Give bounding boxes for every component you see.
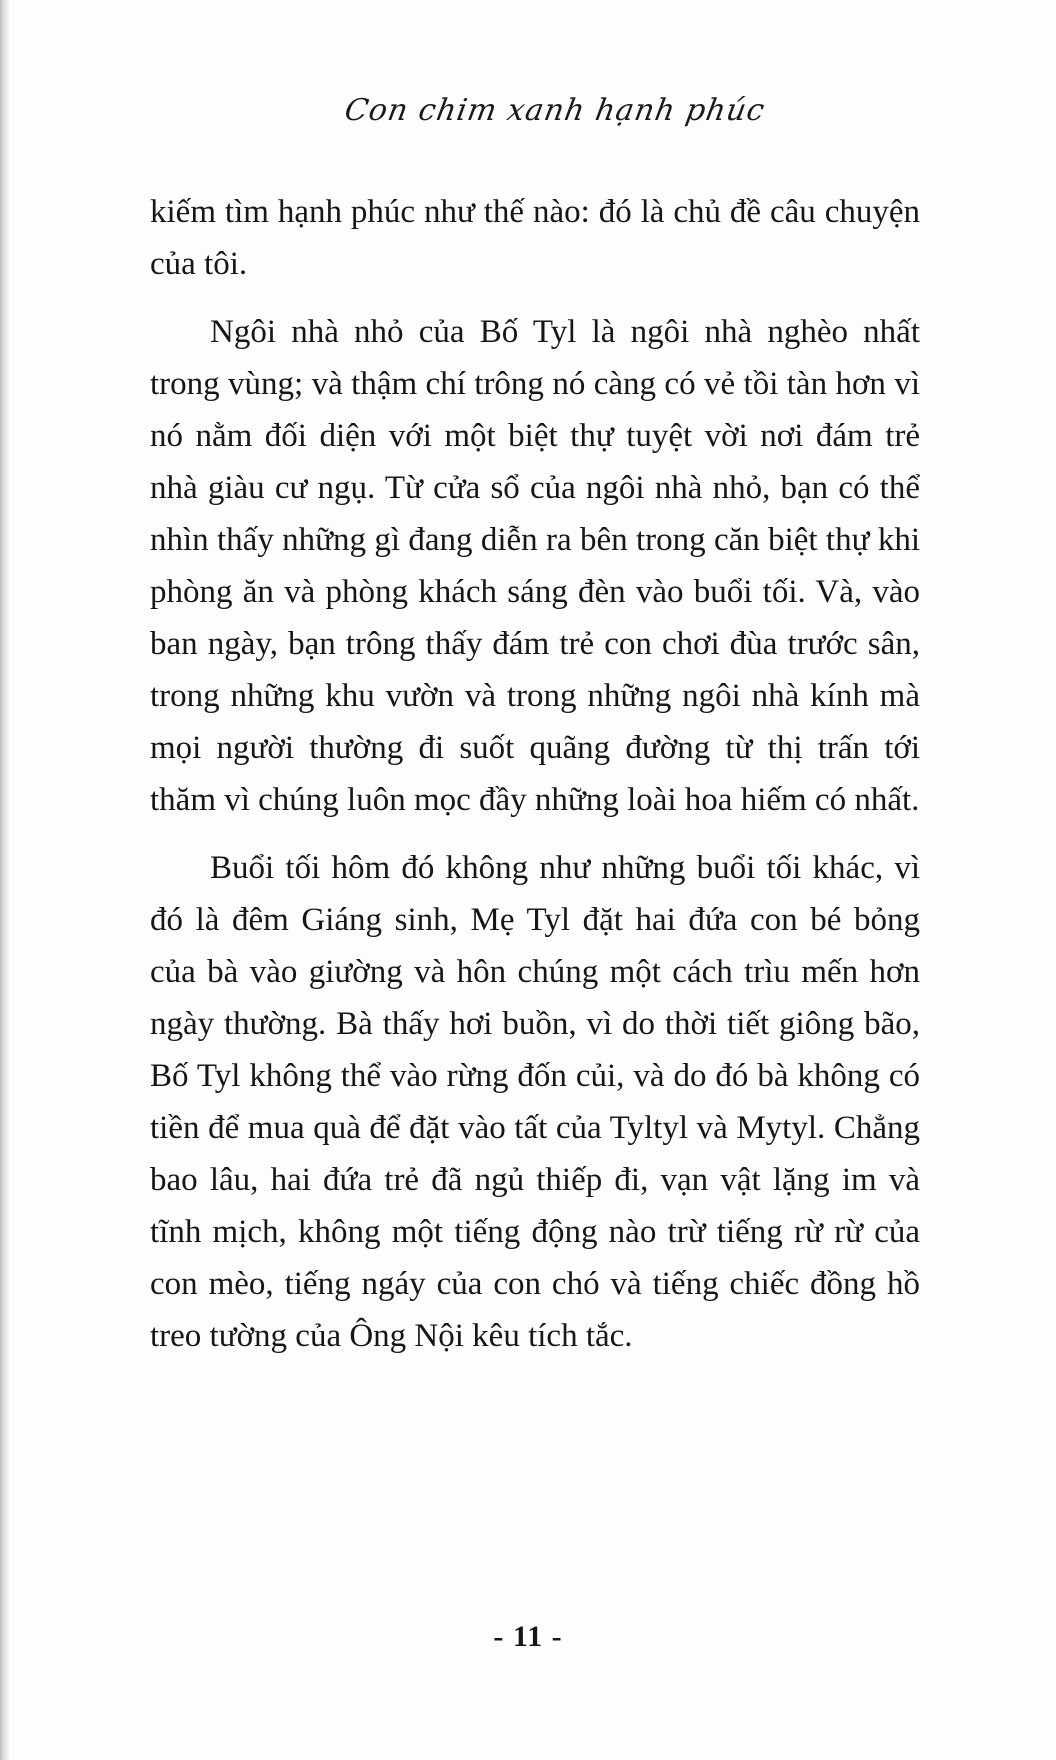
paragraph: Buổi tối hôm đó không như những buổi tối khác, vì đó là đêm Giáng sinh, Mẹ Tyl đặt hai đứa con bé bỏng của bà vào giường và hôn chúng một cách trìu mến hơn ngày thường. Bà thấy hơi buồn, vì do thời tiết giông bão, Bố Tyl không thể vào rừng đốn củi, và do đó bà không có tiền để mua quà để đặt vào tất của Tyltyl và Mytyl. Chẳng bao lâu, hai đứa trẻ đã ngủ thiếp đi, vạn vật lặng im và tĩnh mịch, không một tiếng động nào trừ tiếng rừ rừ của con mèo, tiếng ngáy của con chó và tiếng chiếc đồng hồ treo tường của Ông Nội kêu tích tắc. bbox=[150, 850, 920, 1354]
page-binding-edge bbox=[0, 0, 9, 1760]
running-header-title: Con chim xanh hạnh phúc bbox=[342, 93, 768, 128]
page-number: - 11 - bbox=[493, 1620, 563, 1653]
paragraph: Ngôi nhà nhỏ của Bố Tyl là ngôi nhà nghèo nhất trong vùng; và thậm chí trông nó càng có vẻ tồi tàn hơn vì nó nằm đối diện với một biệt thự tuyệt vời nơi đám trẻ nhà giàu cư ngụ. Từ cửa sổ của ngôi nhà nhỏ, bạn có thể nhìn thấy những gì đang diễn ra bên trong căn biệt thự khi phòng ăn và phòng khách sáng đèn vào buổi tối. Và, vào ban ngày, bạn trông thấy đám trẻ con chơi đùa trước sân, trong những khu vườn và trong những ngôi nhà kính mà mọi người thường đi suốt quãng đường từ thị trấn tới thăm vì chúng luôn mọc đầy những loài hoa hiếm có nhất. bbox=[150, 314, 920, 818]
body-text bbox=[150, 186, 920, 1362]
paragraph-continuation: kiếm tìm hạnh phúc như thế nào: đó là chủ đề câu chuyện của tôi. bbox=[150, 194, 920, 282]
